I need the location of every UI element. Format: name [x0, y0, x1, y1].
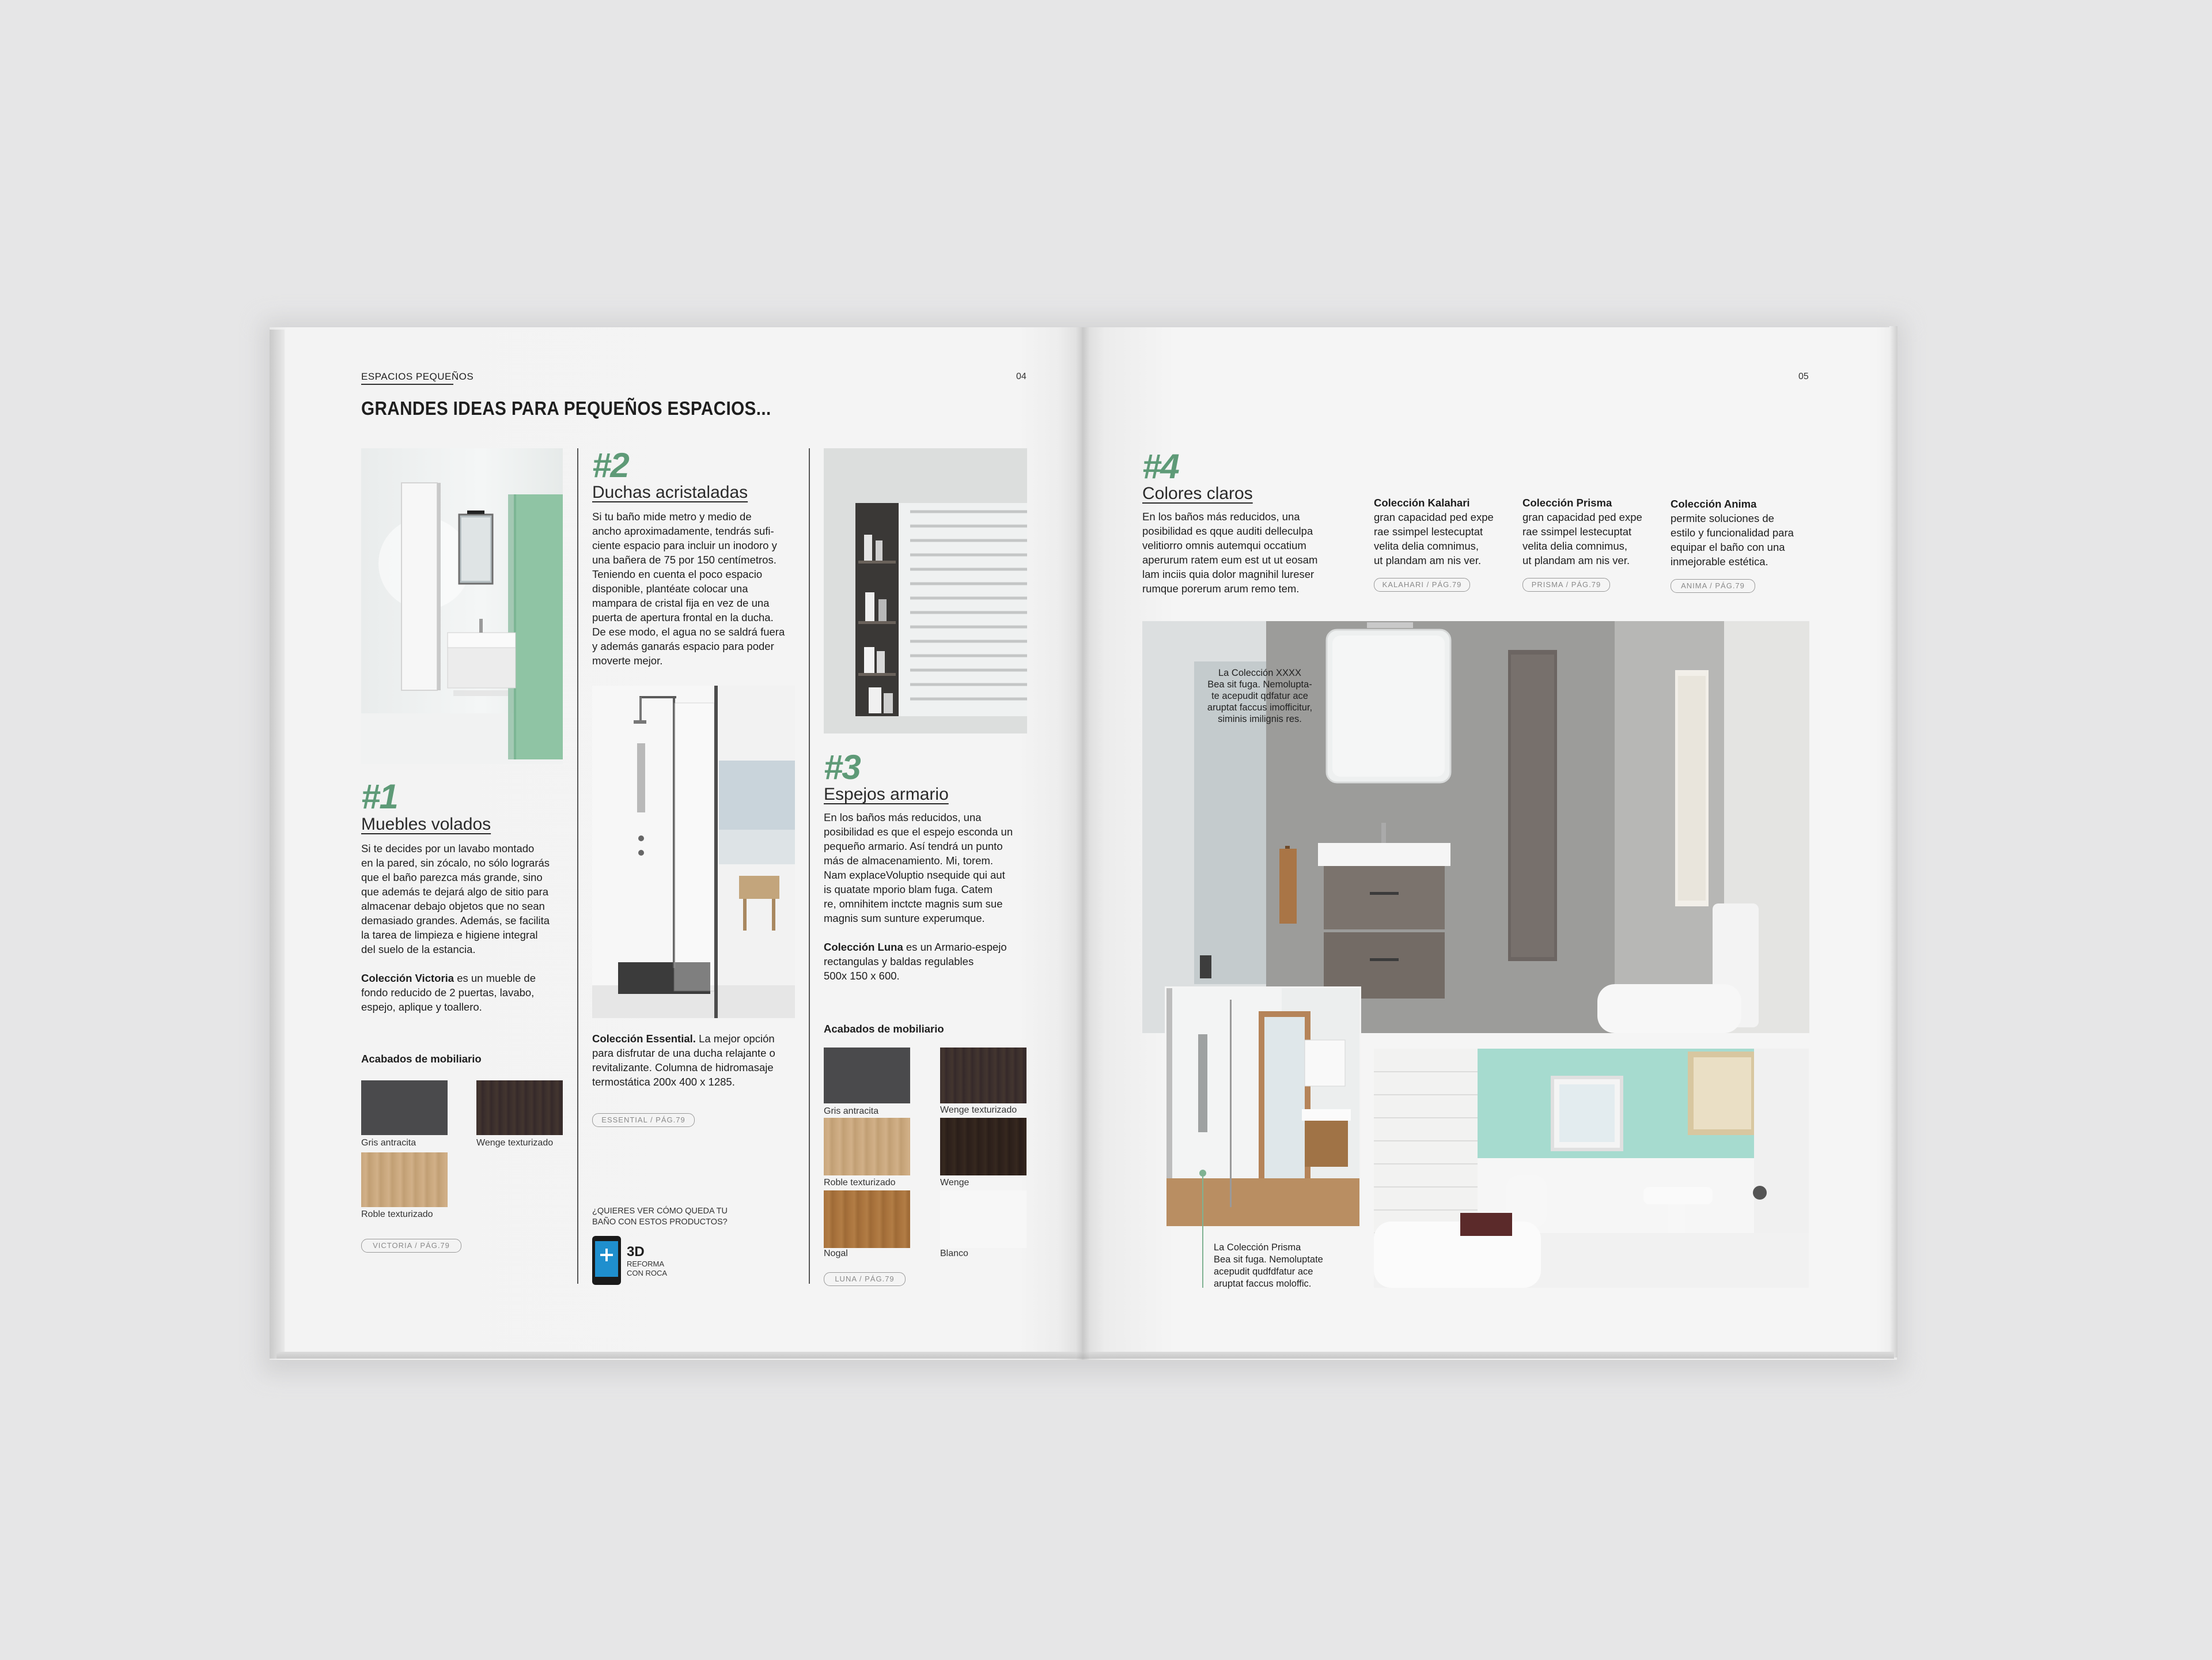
swatch-label: Blanco — [940, 1249, 968, 1258]
swatch-label: Gris antracita — [824, 1106, 879, 1116]
tag-kalahari[interactable]: KALAHARI / PÁG.79 — [1374, 578, 1470, 592]
column-divider-2 — [809, 448, 810, 1284]
collection-essential-name: Colección Essential. — [592, 1033, 696, 1045]
idea1-finishes-title: Acabados de mobiliario — [361, 1053, 482, 1065]
tag-essential[interactable]: ESSENTIAL / PÁG.79 — [592, 1113, 695, 1127]
idea2-body: Si tu baño mide metro y medio de ancho aproximadamente, tendrás sufi- ciente espacio para incluir un inodoro y una bañera de 75 por 150 centímetros. Teniendo en cuenta el poco espacio disponible, plantéate colocar una mampara de cristal fija en vez de una puerta de apertura frontal en la ducha. De ese modo, el agua no se saldrá fuera y además ganarás espacio para poder moverte mejor. — [592, 511, 785, 667]
tag-prisma[interactable]: PRISMA / PÁG.79 — [1522, 578, 1610, 592]
swatch-label: Nogal — [824, 1249, 848, 1258]
swatch-blanco — [940, 1190, 1027, 1248]
right-page-edge — [1889, 326, 1897, 1358]
tag-luna[interactable]: LUNA / PÁG.79 — [824, 1272, 906, 1286]
essential-collection-text: Colección Essential. La mejor opción para disfrutar de una ducha relajante o revitalizante. Columna de hidromasaje termostática 200x 400 x 1285. — [592, 1033, 775, 1088]
idea3-title: Espejos armario — [824, 785, 949, 804]
caption-coleccion-xxxx: La Colección XXXX Bea sit fuga. Nemolupta- te acepudit qdfatur ace aruptat faccus imofficitur, siminis imilignis res. — [1207, 668, 1313, 724]
swatch-wenge — [940, 1118, 1027, 1175]
photo-mirror-cabinet — [824, 448, 1027, 733]
swatch-roble-texturizado — [361, 1152, 448, 1207]
idea4-number: #4 — [1142, 447, 1179, 486]
caption-leader-line — [1202, 1173, 1203, 1288]
collection-luna-name: Colección Luna — [824, 941, 903, 953]
swatch-label: Wenge texturizado — [476, 1138, 554, 1148]
swatch-label: Wenge — [940, 1178, 969, 1188]
swatch-roble-texturizado — [824, 1118, 910, 1175]
collection-victoria-name: Colección Victoria — [361, 972, 454, 984]
tag-victoria[interactable]: VICTORIA / PÁG.79 — [361, 1239, 461, 1253]
column-divider-1 — [577, 448, 578, 1284]
collection-kalahari: Colección Kalahari gran capacidad ped expe rae ssimpel lestecuptat velita delia comnimus, ut plandam am nis ver. — [1374, 497, 1494, 566]
page-number-right: 05 — [1798, 372, 1809, 381]
idea2-number: #2 — [592, 446, 628, 485]
idea3-body: En los baños más reducidos, una posibilidad es que el espejo esconda un pequeño armario. Así tendrá un punto más de almacenamiento. Mi, torem. Nam explaceVoluptio nsequide qui aut is quatate mporio blam fuga. Catem re, omnihitem inctcte magnis sum sue magnis sum sunture experumque. Colección Luna es un Armario-espejo rectangulas y baldas regulables 500x 150 x 600. — [824, 811, 1013, 982]
promo-question: ¿QUIERES VER CÓMO QUEDA TU BAÑO CON ESTOS PRODUCTOS? — [592, 1207, 728, 1227]
swatch-nogal — [824, 1190, 910, 1248]
photo-glass-shower — [592, 686, 795, 1018]
collection-prisma: Colección Prisma gran capacidad ped expe rae ssimpel lestecuptat velita delia comnimus, ut plandam am nis ver. — [1522, 497, 1642, 566]
caption-leader-dot — [1199, 1170, 1206, 1177]
idea4-body: En los baños más reducidos, una posibilidad es qque auditi delleculpa velitiorro omnis autemqui occatium aperurum ratem eum est ut ut eosam lam inciis quia dolor magnihil lureser rumque porerum arum remo tem. — [1142, 511, 1318, 595]
swatch-label: Roble texturizado — [824, 1178, 896, 1188]
promo-3d: 3D — [627, 1244, 645, 1260]
swatch-label: Roble texturizado — [361, 1209, 433, 1219]
running-head: ESPACIOS PEQUEÑOS — [361, 371, 474, 382]
page-number-left: 04 — [1016, 372, 1027, 381]
collection-anima: Colección Anima permite soluciones de estilo y funcionalidad para equipar el baño con una inmejorable estética. — [1671, 498, 1794, 568]
photo-mint-bathroom — [1374, 1049, 1809, 1288]
swatch-gris-antracita — [361, 1080, 448, 1135]
book-spine — [1076, 327, 1090, 1360]
page-headline: GRANDES IDEAS PARA PEQUEÑOS ESPACIOS... — [361, 398, 771, 419]
running-head-rule — [361, 384, 453, 385]
promo-reforma: REFORMA CON ROCA — [627, 1260, 668, 1277]
left-page-edge — [270, 330, 285, 1359]
swatch-wenge-texturizado — [940, 1048, 1027, 1103]
photo-wall-hung-vanity — [361, 448, 563, 764]
photo-prisma-bathroom — [1165, 986, 1361, 1228]
idea1-body: Si te decides por un lavabo montado en la pared, sin zócalo, no sólo lograrás que el baño parezca más grande, sino que además te dejará algo de sitio para almacenar debajo objetos que no sean demasiado grandes. Además, se facilita la tarea de limpieza e higiene integral del suelo de la estancia. Colección Victoria es un mueble de fondo reducido de 2 puertas, lavabo, espejo, aplique y toallero. — [361, 842, 550, 1013]
caption-coleccion-prisma: La Colección Prisma Bea sit fuga. Nemoluptate acepudit qudfdfatur ace aruptat faccus moloffic. — [1214, 1242, 1323, 1289]
tag-anima[interactable]: ANIMA / PÁG.79 — [1671, 579, 1755, 593]
swatch-label: Gris antracita — [361, 1138, 416, 1148]
idea1-title: Muebles volados — [361, 815, 491, 834]
swatch-wenge-texturizado — [476, 1080, 563, 1135]
phone-icon[interactable] — [592, 1236, 621, 1285]
idea3-finishes-title: Acabados de mobiliario — [824, 1023, 944, 1035]
swatch-label: Wenge texturizado — [940, 1105, 1017, 1115]
idea3-number: #3 — [824, 748, 860, 786]
swatch-gris-antracita — [824, 1048, 910, 1103]
idea1-number: #1 — [361, 777, 397, 816]
idea4-title: Colores claros — [1142, 484, 1253, 503]
idea2-title: Duchas acristaladas — [592, 483, 748, 502]
